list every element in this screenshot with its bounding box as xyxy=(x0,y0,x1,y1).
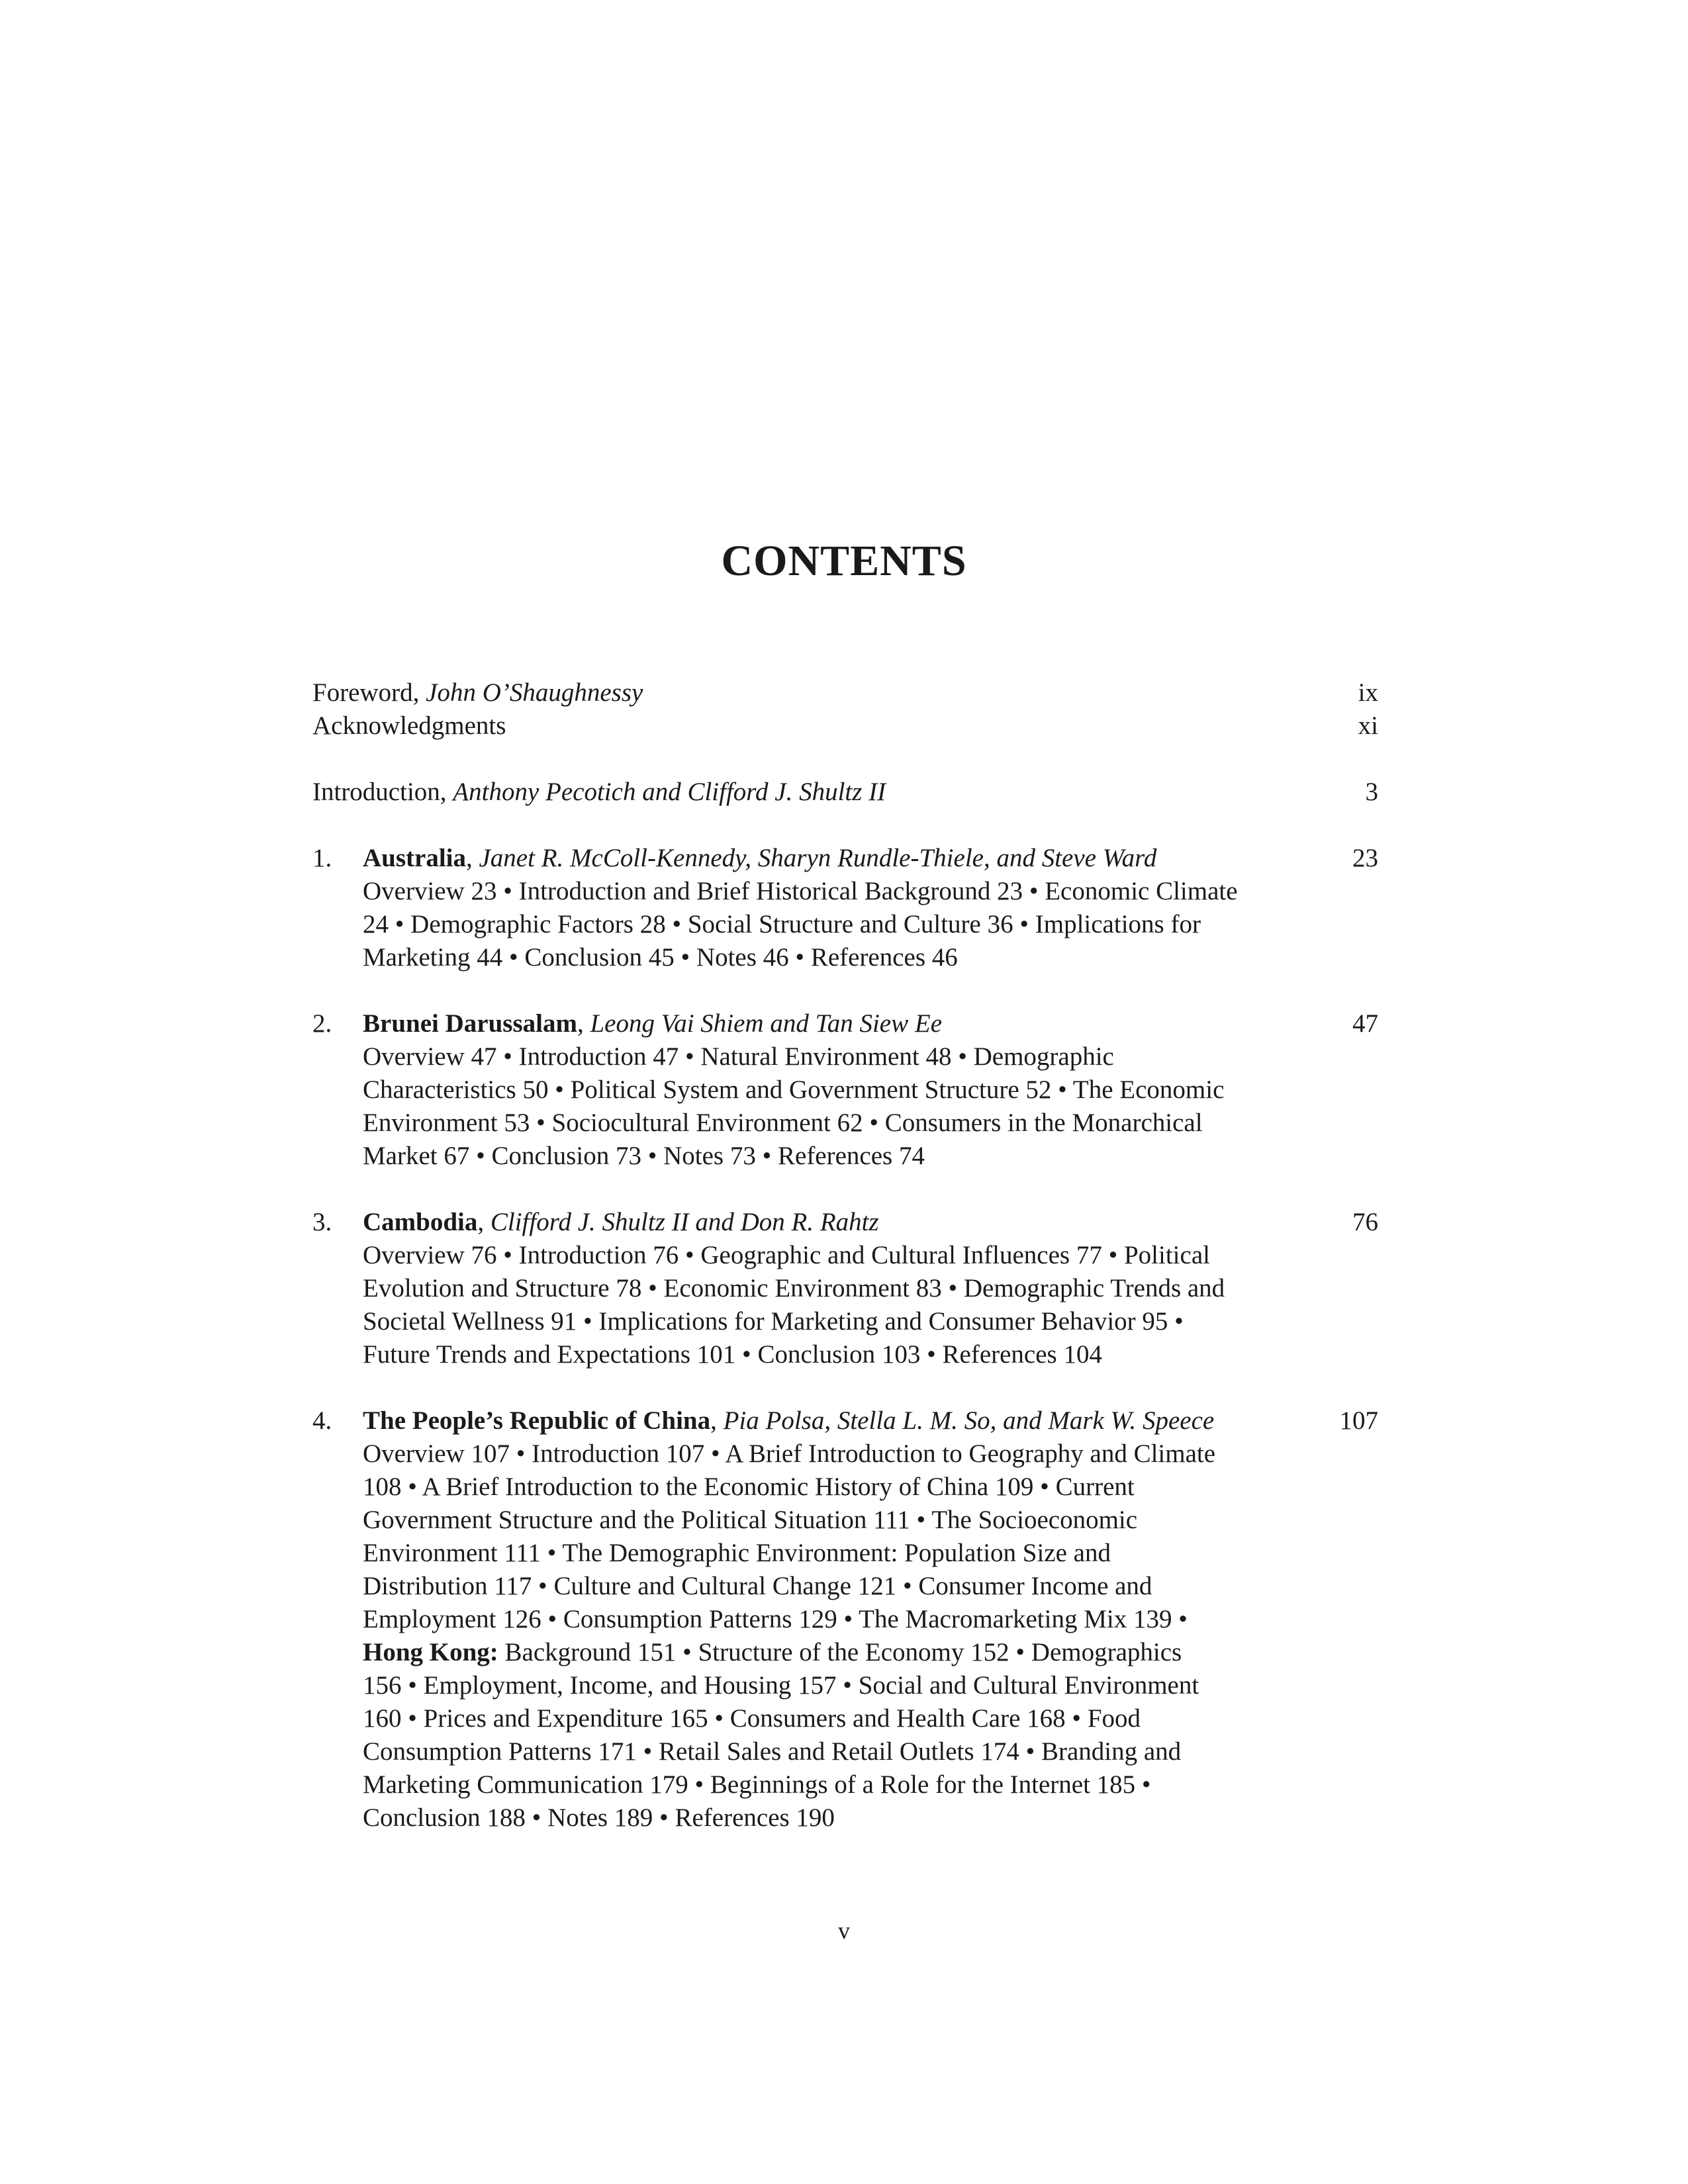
chapter-subsections-line: 160 • Prices and Expenditure 165 • Consumers and Health Care 168 • Food xyxy=(363,1704,1141,1733)
chapter-number: 4. xyxy=(312,1406,332,1435)
chapter-subsections-line: Consumption Patterns 171 • Retail Sales and Retail Outlets 174 • Branding and xyxy=(363,1737,1182,1766)
chapter-page: 23 xyxy=(1352,844,1378,872)
chapter-subsections-line: Environment 53 • Sociocultural Environment 62 • Consumers in the Monarchical xyxy=(363,1109,1203,1137)
entry-page: 3 xyxy=(1365,778,1378,806)
toc-chapter-brunei xyxy=(312,1007,1378,1173)
chapter-subsections-line: Overview 47 • Introduction 47 • Natural Environment 48 • Demographic xyxy=(363,1042,1114,1071)
chapter-page: 107 xyxy=(1339,1406,1378,1435)
toc-chapter-china xyxy=(312,1404,1378,1835)
chapter-number: 2. xyxy=(312,1009,332,1038)
chapter-title: Australia xyxy=(363,844,466,872)
table-of-contents xyxy=(312,676,1378,1835)
chapter-separator: , xyxy=(577,1009,590,1038)
chapter-subsections-line: Future Trends and Expectations 101 • Conclusion 103 • References 104 xyxy=(363,1340,1102,1369)
page-title: CONTENTS xyxy=(721,537,967,585)
chapter-subsections-line: Characteristics 50 • Political System and Government Structure 52 • The Economic xyxy=(363,1075,1225,1104)
chapter-subsections-line: Evolution and Structure 78 • Economic Environment 83 • Demographic Trends and xyxy=(363,1274,1225,1302)
chapter-title: Cambodia xyxy=(363,1208,478,1236)
chapter-subsections-line: Employment 126 • Consumption Patterns 129 • The Macromarketing Mix 139 • xyxy=(363,1605,1188,1633)
entry-page: xi xyxy=(1358,711,1378,740)
chapter-subsections-line: Distribution 117 • Culture and Cultural Change 121 • Consumer Income and xyxy=(363,1572,1152,1600)
chapter-subsections-line: Overview 76 • Introduction 76 • Geographic and Cultural Influences 77 • Political xyxy=(363,1241,1210,1269)
toc-entry-acknowledgments xyxy=(312,709,1378,743)
chapter-subsections-line: 156 • Employment, Income, and Housing 157 • Social and Cultural Environment xyxy=(363,1671,1199,1700)
chapter-separator: , xyxy=(710,1406,724,1435)
toc-entry-foreword xyxy=(312,676,1378,709)
chapter-authors: Leong Vai Shiem and Tan Siew Ee xyxy=(590,1009,942,1038)
chapter-subsections-line: 24 • Demographic Factors 28 • Social Structure and Culture 36 • Implications for xyxy=(363,910,1201,938)
chapter-title: The People’s Republic of China xyxy=(363,1406,711,1435)
chapter-number: 3. xyxy=(312,1208,332,1236)
chapter-subsections-line: Overview 23 • Introduction and Brief Historical Background 23 • Economic Climate xyxy=(363,877,1238,905)
subsection-text: Background 151 • Structure of the Economy 152 • Demographics xyxy=(498,1638,1182,1666)
toc-chapter-cambodia xyxy=(312,1206,1378,1371)
chapter-page: 76 xyxy=(1352,1208,1378,1236)
entry-page: ix xyxy=(1358,678,1378,707)
chapter-separator: , xyxy=(477,1208,491,1236)
chapter-subsections-line: Overview 107 • Introduction 107 • A Brief Introduction to Geography and Climate xyxy=(363,1439,1216,1468)
chapter-subsections-line: Government Structure and the Political Situation 111 • The Socioeconomic xyxy=(363,1506,1138,1534)
chapter-subsections-line: Conclusion 188 • Notes 189 • References 190 xyxy=(363,1803,835,1832)
entry-label: Introduction, xyxy=(312,778,453,806)
chapter-authors: Clifford J. Shultz II and Don R. Rahtz xyxy=(490,1208,879,1236)
chapter-page: 47 xyxy=(1352,1009,1378,1038)
page-number: v xyxy=(838,1917,850,1944)
chapter-number: 1. xyxy=(312,844,332,872)
toc-entry-introduction xyxy=(312,776,1378,809)
chapter-authors: Pia Polsa, Stella L. M. So, and Mark W. Speece xyxy=(723,1406,1215,1435)
chapter-separator: , xyxy=(466,844,479,872)
chapter-subsections-line: Environment 111 • The Demographic Environment: Population Size and xyxy=(363,1539,1111,1567)
entry-label: Acknowledgments xyxy=(312,711,506,740)
chapter-subsections-line-hong-kong xyxy=(363,1636,1378,1669)
chapter-subsections-line: Marketing 44 • Conclusion 45 • Notes 46 • References 46 xyxy=(363,943,958,972)
entry-label: Foreword, xyxy=(312,678,426,707)
chapter-title: Brunei Darussalam xyxy=(363,1009,577,1038)
entry-author: Anthony Pecotich and Clifford J. Shultz II xyxy=(453,778,886,806)
chapter-subsections-line: Marketing Communication 179 • Beginnings of a Role for the Internet 185 • xyxy=(363,1770,1151,1799)
chapter-subsections-line: Societal Wellness 91 • Implications for Marketing and Consumer Behavior 95 • xyxy=(363,1307,1184,1336)
chapter-subsections-line: Market 67 • Conclusion 73 • Notes 73 • References 74 xyxy=(363,1142,925,1170)
subsection-label-hong-kong: Hong Kong: xyxy=(363,1638,498,1666)
chapter-authors: Janet R. McColl-Kennedy, Sharyn Rundle-Thiele, and Steve Ward xyxy=(479,844,1157,872)
toc-chapter-australia xyxy=(312,842,1378,974)
entry-author: John O’Shaughnessy xyxy=(426,678,643,707)
chapter-subsections-line: 108 • A Brief Introduction to the Economic History of China 109 • Current xyxy=(363,1473,1135,1501)
